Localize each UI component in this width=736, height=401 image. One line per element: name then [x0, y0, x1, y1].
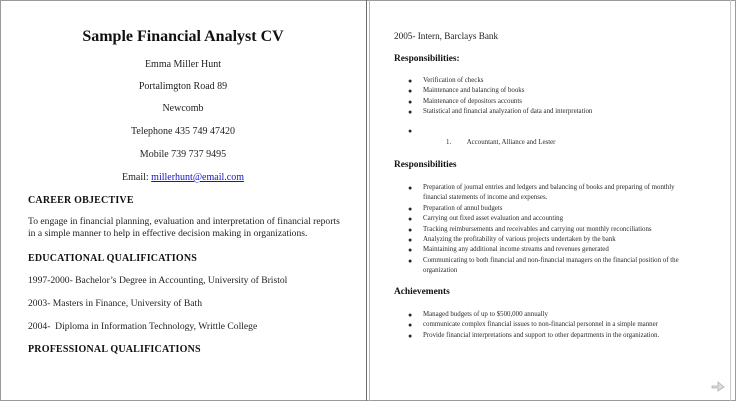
list-item: ● Maintenance and balancing of books: [408, 87, 525, 96]
career-objective-text: To engage in financial planning, evaluation and interpretation of financial reports in a simple manner to help in effective decision making in organizations.: [28, 216, 340, 239]
job-accountant-line: [446, 139, 555, 146]
bullet-icon: ●: [408, 236, 413, 245]
bullet-icon: ●: [408, 204, 413, 213]
bullet-icon: ●: [408, 225, 413, 234]
education-heading: EDUCATIONAL QUALIFICATIONS: [28, 253, 198, 264]
bullet-icon: ●: [408, 128, 413, 135]
bullet-icon: ●: [408, 321, 413, 330]
achievements-heading: Achievements: [394, 287, 450, 297]
bullet-icon: ●: [408, 215, 413, 224]
bullet-icon: ●: [408, 331, 413, 340]
education-item: 2003- Masters in Finance, University of Bath: [28, 298, 202, 309]
bullet-icon: ●: [408, 184, 413, 192]
list-item: ● Provide financial interpretations and support to other departments in the organization.: [408, 331, 660, 340]
list-item: ● Carrying out fixed asset evaluation and accounting: [408, 215, 564, 224]
achievements-list: [408, 310, 718, 341]
responsibilities-list-1: [408, 76, 708, 118]
list-item: ● Maintaining any additional income streams and revenues generated: [408, 246, 609, 255]
contact-mobile: Mobile 739 737 9495: [139, 149, 227, 160]
responsibilities-heading-2: Responsibilities: [394, 160, 457, 170]
bullet-icon: ●: [408, 256, 413, 265]
contact-email-line: [0, 172, 366, 183]
job-accountant: Accountant, Alliance and Lester: [466, 139, 556, 146]
list-item: ● Analyzing the profitability of various projects undertaken by the bank: [408, 236, 616, 245]
list-item: ● Preparation of annul budgets: [408, 204, 503, 213]
page-divider: [366, 0, 367, 401]
bullet-icon: ●: [408, 108, 413, 117]
list-item: ● Statistical and financial analyzation of data and interpretation: [408, 108, 593, 117]
list-number: 1.: [446, 139, 452, 146]
bullet-icon: ●: [408, 311, 413, 319]
contact-city: Newcomb: [162, 103, 204, 114]
bullet-icon: ●: [408, 77, 413, 85]
cv-page-right: [370, 0, 730, 401]
professional-heading: PROFESSIONAL QUALIFICATIONS: [28, 344, 201, 355]
list-item: ● Managed budgets of up to $500,000 annually: [408, 311, 548, 319]
empty-bullet: [408, 128, 412, 135]
page-right-edge: [730, 0, 731, 401]
bullet-icon: ●: [408, 87, 413, 96]
contact-street: Portalimgton Road 89: [138, 81, 228, 92]
cv-title: Sample Financial Analyst CV: [82, 28, 284, 45]
job-intern: 2005- Intern, Barclays Bank: [394, 31, 499, 41]
list-item: ● Verification of checks: [408, 77, 484, 85]
page-curl-icon[interactable]: [711, 380, 725, 392]
career-objective-heading: CAREER OBJECTIVE: [28, 195, 134, 206]
email-label: Email:: [122, 172, 152, 183]
education-item: 1997-2000- Bachelor’s Degree in Accounting, University of Bristol: [28, 275, 288, 286]
list-item: ● Preparation of journal entries and ledgers and balancing of books and preparing of monthly financial statements of income and expenses.: [408, 184, 675, 202]
list-item: ● communicate complex financial issues to non-financial personnel in a simple manner: [408, 321, 658, 330]
responsibilities-heading-1: Responsibilities:: [394, 54, 460, 64]
education-item: 2004- Diploma in Information Technology, Writtle College: [28, 321, 258, 332]
contact-name: Emma Miller Hunt: [144, 59, 222, 70]
bullet-icon: ●: [408, 97, 413, 106]
list-item: ● Tracking reimbursements and receivables and carrying out monthly reconciliations: [408, 225, 652, 234]
list-item: ● Maintenance of depositors accounts: [408, 97, 522, 106]
email-link[interactable]: millerhunt@email.com: [151, 172, 244, 183]
cv-page-left: [0, 0, 366, 401]
bullet-icon: ●: [408, 246, 413, 255]
responsibilities-list-2: [408, 183, 700, 277]
list-item: ● Communicating to both financial and non-financial managers on the financial position of the organization: [408, 256, 679, 275]
contact-telephone: Telephone 435 749 47420: [130, 126, 235, 137]
